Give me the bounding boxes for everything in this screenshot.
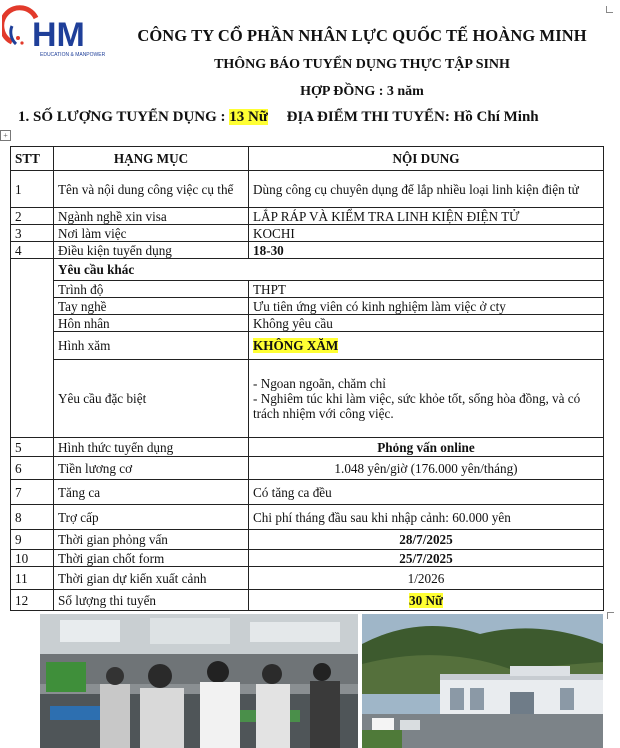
row-stt: 5 bbox=[11, 438, 54, 457]
row-value: 18-30 bbox=[249, 242, 604, 259]
margin-mark bbox=[606, 6, 613, 13]
table-row bbox=[11, 315, 604, 332]
row-value: 28/7/2025 bbox=[249, 530, 604, 550]
header-stt: STT bbox=[11, 147, 54, 171]
row-stt-blank bbox=[11, 259, 54, 438]
table-row bbox=[11, 480, 604, 505]
notice-title: THÔNG BÁO TUYỂN DỤNG THỰC TẬP SINH bbox=[214, 57, 510, 72]
recruit-count: 13 Nữ bbox=[229, 109, 268, 125]
row-category: Yêu cầu đặc biệt bbox=[54, 360, 249, 438]
row-value bbox=[249, 590, 604, 611]
row-category: Trình độ bbox=[54, 281, 249, 298]
table-row bbox=[11, 530, 604, 550]
header-content: NỘI DUNG bbox=[249, 147, 604, 171]
exam-count: 30 Nữ bbox=[409, 592, 443, 608]
row-category: Trợ cấp bbox=[54, 505, 249, 530]
row-value: Không yêu cầu bbox=[249, 315, 604, 332]
table-row bbox=[11, 281, 604, 298]
row-value bbox=[249, 360, 604, 438]
row-stt: 4 bbox=[11, 242, 54, 259]
row-category: Tiền lương cơ bbox=[54, 457, 249, 480]
location-label: ĐỊA ĐIỂM THI TUYỂN: bbox=[286, 109, 454, 125]
table-row bbox=[11, 567, 604, 590]
row-category: Số lượng thi tuyển bbox=[54, 590, 249, 611]
company-logo bbox=[2, 4, 106, 62]
row-category: Thời gian phỏng vấn bbox=[54, 530, 249, 550]
table-row bbox=[11, 332, 604, 360]
row-stt: 7 bbox=[11, 480, 54, 505]
row-value: 1/2026 bbox=[249, 567, 604, 590]
table-row bbox=[11, 360, 604, 438]
margin-mark bbox=[607, 612, 614, 619]
row-category: Hôn nhân bbox=[54, 315, 249, 332]
table-header-row bbox=[11, 147, 604, 171]
row-category: Tay nghề bbox=[54, 298, 249, 315]
table-row bbox=[11, 242, 604, 259]
row-stt: 3 bbox=[11, 225, 54, 242]
table-row bbox=[11, 259, 604, 281]
logo-tagline: EDUCATION & MANPOWER bbox=[40, 52, 106, 58]
row-stt: 11 bbox=[11, 567, 54, 590]
table-move-handle[interactable]: + bbox=[0, 130, 11, 141]
row-stt: 1 bbox=[11, 171, 54, 208]
recruit-label: 1. SỐ LƯỢNG TUYỂN DỤNG : bbox=[18, 109, 230, 125]
factory-interior-photo bbox=[40, 614, 358, 748]
recruit-line bbox=[18, 109, 539, 126]
table-row bbox=[11, 438, 604, 457]
company-name: CÔNG TY CỔ PHẦN NHÂN LỰC QUỐC TẾ HOÀNG MINH bbox=[137, 26, 587, 45]
row-value: 25/7/2025 bbox=[249, 550, 604, 567]
row-value: Chi phí tháng đầu sau khi nhập cảnh: 60.000 yên bbox=[249, 505, 604, 530]
row-category: Nơi làm việc bbox=[54, 225, 249, 242]
section-other-requirements: Yêu cầu khác bbox=[54, 259, 604, 281]
contract-term: HỢP ĐỒNG : 3 năm bbox=[300, 84, 424, 99]
factory-building-photo bbox=[362, 614, 603, 748]
row-category: Ngành nghề xin visa bbox=[54, 208, 249, 225]
recruitment-table bbox=[10, 146, 604, 611]
row-value bbox=[249, 332, 604, 360]
tattoo-value: KHÔNG XĂM bbox=[253, 338, 339, 353]
logo-letters: HM bbox=[32, 16, 85, 54]
table-row bbox=[11, 208, 604, 225]
table-row bbox=[11, 550, 604, 567]
row-value: Phỏng vấn online bbox=[249, 438, 604, 457]
photo-strip bbox=[40, 614, 603, 748]
table-row bbox=[11, 457, 604, 480]
row-value: Ưu tiên ứng viên có kinh nghiệm làm việc ở cty bbox=[249, 298, 604, 315]
row-stt: 10 bbox=[11, 550, 54, 567]
table-row bbox=[11, 590, 604, 611]
row-category: Tên và nội dung công việc cụ thể bbox=[54, 171, 249, 208]
row-category: Thời gian dự kiến xuất cảnh bbox=[54, 567, 249, 590]
row-stt: 9 bbox=[11, 530, 54, 550]
table-row bbox=[11, 225, 604, 242]
row-stt: 6 bbox=[11, 457, 54, 480]
row-value: Có tăng ca đều bbox=[249, 480, 604, 505]
row-value: 1.048 yên/giờ (176.000 yên/tháng) bbox=[249, 457, 604, 480]
row-value: LẮP RÁP VÀ KIỂM TRA LINH KIỆN ĐIỆN TỬ bbox=[249, 208, 604, 225]
row-category: Điều kiện tuyển dụng bbox=[54, 242, 249, 259]
row-category: Hình thức tuyển dụng bbox=[54, 438, 249, 457]
special-line-1: - Ngoan ngoãn, chăm chỉ bbox=[253, 376, 386, 391]
row-category: Thời gian chốt form bbox=[54, 550, 249, 567]
row-value: Dùng công cụ chuyên dụng để lắp nhiều loại linh kiện điện tử bbox=[249, 171, 604, 208]
special-line-2: - Nghiêm túc khi làm việc, sức khỏe tốt, sống hòa đồng, và có trách nhiệm với công việc. bbox=[253, 391, 581, 421]
row-value: KOCHI bbox=[249, 225, 604, 242]
header-category: HẠNG MỤC bbox=[54, 147, 249, 171]
row-category: Hình xăm bbox=[54, 332, 249, 360]
row-stt: 12 bbox=[11, 590, 54, 611]
row-category: Tăng ca bbox=[54, 480, 249, 505]
table-row bbox=[11, 298, 604, 315]
row-value: THPT bbox=[249, 281, 604, 298]
location-value: Hồ Chí Minh bbox=[453, 109, 539, 125]
row-stt: 2 bbox=[11, 208, 54, 225]
row-stt: 8 bbox=[11, 505, 54, 530]
table-row bbox=[11, 171, 604, 208]
table-row bbox=[11, 505, 604, 530]
